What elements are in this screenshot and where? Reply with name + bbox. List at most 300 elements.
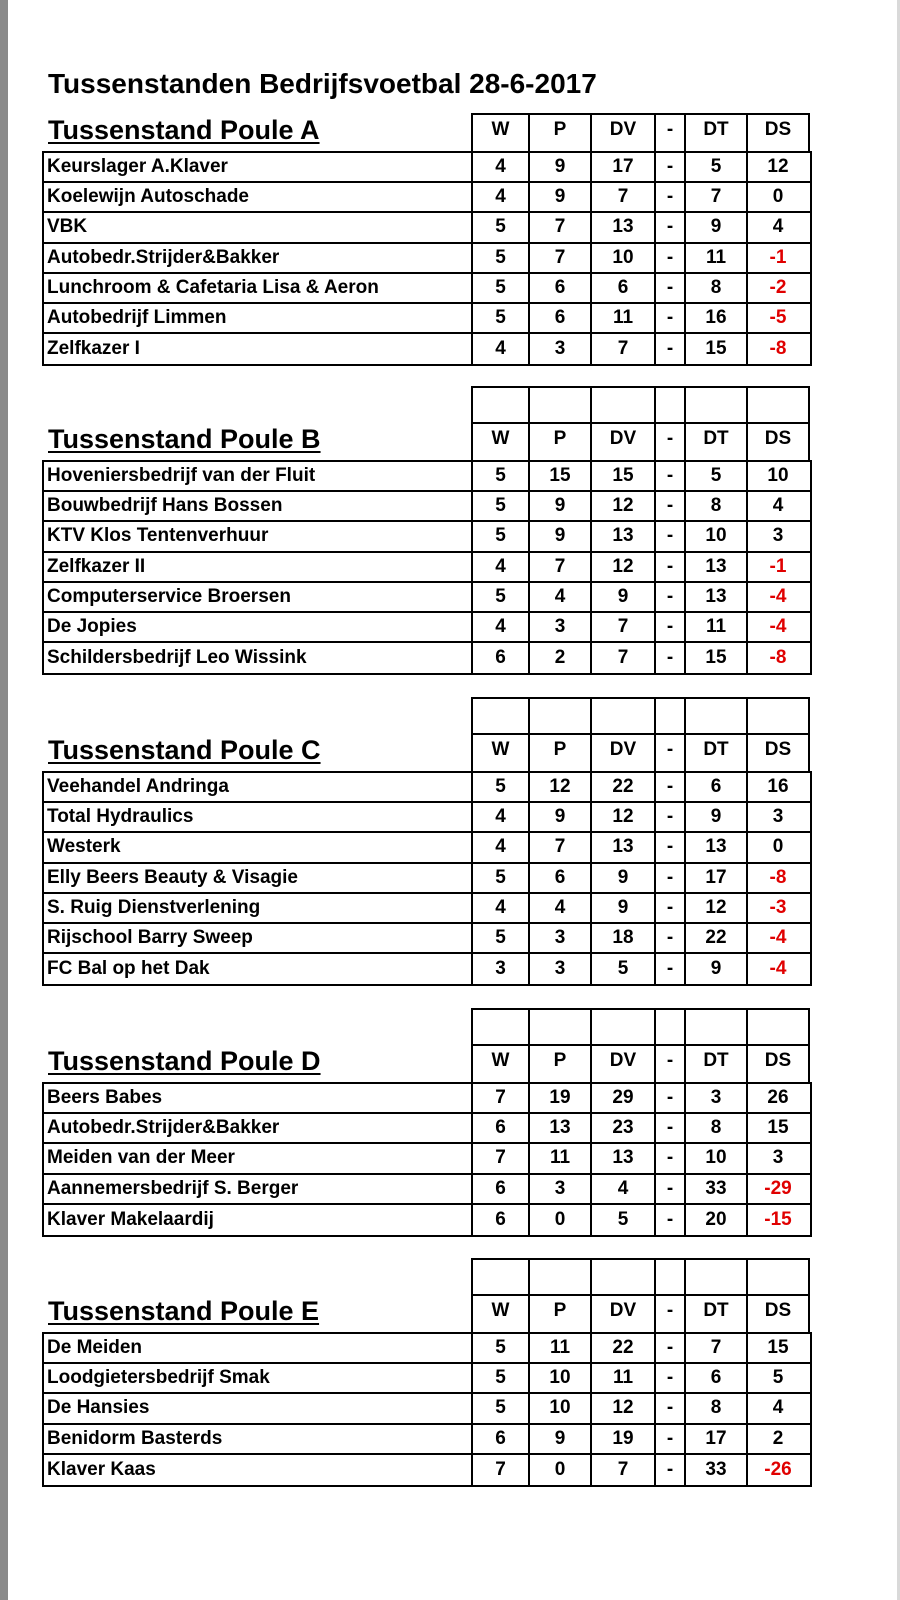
poule-title: Tussenstand Poule A [48,115,320,145]
cell-dash: - [656,1114,686,1142]
header-w: W [473,115,530,153]
table-row [44,183,810,213]
header-dash: - [656,1046,686,1084]
table-row [44,583,810,613]
empty-cell [530,1010,592,1044]
empty-cell [473,1260,530,1294]
empty-cell [473,699,530,733]
header-ds: DS [764,428,792,449]
cell-p: 3 [530,334,592,364]
cell-dash: - [656,643,686,673]
table-row [44,1394,810,1424]
header-w: W [473,735,530,773]
table-row [44,304,810,334]
standings-table [42,1082,812,1237]
team-name: Autobedrijf Limmen [44,304,473,332]
cell-dt: 7 [686,1334,748,1362]
cell-p: 4 [530,894,592,922]
cell-w: 5 [473,773,530,801]
cell-dv: 13 [592,833,656,861]
cell-p: 6 [530,864,592,892]
cell-w: 4 [473,553,530,581]
column-header-row [471,1294,810,1334]
cell-w: 5 [473,492,530,520]
cell-p: 7 [530,213,592,241]
cell-p: 9 [530,492,592,520]
team-name: Aannemersbedrijf S. Berger [44,1175,473,1203]
cell-ds: -15 [764,1208,792,1230]
cell-dash: - [656,274,686,302]
team-name: Zelfkazer II [44,553,473,581]
standings-table [42,1332,812,1487]
cell-dash: - [656,334,686,364]
empty-cell [592,1010,656,1044]
cell-dash: - [656,1175,686,1203]
cell-dash: - [656,1394,686,1422]
cell-w: 6 [473,1175,530,1203]
table-row [44,1084,810,1114]
team-name: Westerk [44,833,473,861]
team-name: Koelewijn Autoschade [44,183,473,211]
cell-ds: 5 [772,1367,784,1389]
cell-dv: 13 [592,522,656,550]
empty-cell [748,699,808,733]
header-dt: DT [686,424,748,462]
cell-dash: - [656,833,686,861]
cell-w: 4 [473,894,530,922]
header-w: W [473,1296,530,1334]
cell-ds: 3 [772,806,784,828]
cell-dv: 5 [592,954,656,984]
cell-dash: - [656,1144,686,1172]
table-row [44,1425,810,1455]
cell-p: 3 [530,954,592,984]
cell-dt: 8 [686,1394,748,1422]
cell-dt: 33 [686,1455,748,1485]
table-row [44,522,810,552]
empty-cell [656,1260,686,1294]
header-dv: DV [592,1296,656,1334]
cell-dash: - [656,244,686,272]
standings-table [42,771,812,986]
team-name: De Meiden [44,1334,473,1362]
cell-dt: 8 [686,492,748,520]
cell-ds: 15 [767,1337,789,1359]
header-dt: DT [686,115,748,153]
header-dv: DV [592,1046,656,1084]
cell-dash: - [656,213,686,241]
empty-header-row [471,697,810,735]
header-p: P [530,1046,592,1084]
team-name: KTV Klos Tentenverhuur [44,522,473,550]
cell-ds: 26 [767,1087,789,1109]
cell-w: 4 [473,833,530,861]
cell-w: 4 [473,183,530,211]
cell-ds: 12 [767,156,789,178]
team-name: De Hansies [44,1394,473,1422]
empty-cell [748,388,808,422]
cell-dt: 20 [686,1205,748,1235]
cell-w: 5 [473,1364,530,1392]
cell-dv: 9 [592,583,656,611]
cell-dt: 8 [686,274,748,302]
cell-dv: 22 [592,773,656,801]
cell-dt: 8 [686,1114,748,1142]
cell-dt: 13 [686,583,748,611]
cell-dv: 5 [592,1205,656,1235]
cell-dt: 17 [686,864,748,892]
cell-p: 9 [530,803,592,831]
header-dash: - [656,735,686,773]
table-row [44,244,810,274]
cell-dv: 29 [592,1084,656,1112]
cell-w: 5 [473,583,530,611]
cell-p: 11 [530,1334,592,1362]
cell-p: 10 [530,1394,592,1422]
cell-p: 3 [530,924,592,952]
cell-p: 6 [530,274,592,302]
header-p: P [530,115,592,153]
cell-dv: 11 [592,1364,656,1392]
cell-dt: 5 [686,153,748,181]
cell-dv: 4 [592,1175,656,1203]
cell-dash: - [656,894,686,922]
team-name: Veehandel Andringa [44,773,473,801]
cell-p: 7 [530,833,592,861]
cell-w: 5 [473,244,530,272]
header-dash: - [656,1296,686,1334]
cell-ds: -3 [769,896,787,918]
cell-dash: - [656,153,686,181]
table-row [44,553,810,583]
cell-ds: 16 [767,776,789,798]
poule-title: Tussenstand Poule E [48,1296,320,1326]
cell-w: 6 [473,643,530,673]
cell-dash: - [656,954,686,984]
column-header-row [471,422,810,462]
team-name: Total Hydraulics [44,803,473,831]
team-name: Klaver Makelaardij [44,1205,473,1235]
header-ds: DS [764,119,792,140]
cell-dt: 33 [686,1175,748,1203]
cell-w: 6 [473,1114,530,1142]
cell-dash: - [656,583,686,611]
table-row [44,833,810,863]
cell-p: 0 [530,1455,592,1485]
cell-dv: 9 [592,864,656,892]
team-name: Meiden van der Meer [44,1144,473,1172]
cell-dt: 16 [686,304,748,332]
cell-dt: 9 [686,803,748,831]
cell-ds: -8 [769,866,787,888]
cell-dt: 10 [686,1144,748,1172]
cell-p: 3 [530,613,592,641]
cell-dv: 15 [592,462,656,490]
cell-p: 3 [530,1175,592,1203]
cell-ds: 3 [772,1147,784,1169]
empty-cell [686,388,748,422]
table-row [44,894,810,924]
header-p: P [530,1296,592,1334]
cell-ds: -5 [769,307,787,329]
team-name: Bouwbedrijf Hans Bossen [44,492,473,520]
cell-dv: 12 [592,492,656,520]
team-name: VBK [44,213,473,241]
cell-dt: 6 [686,773,748,801]
cell-w: 5 [473,1394,530,1422]
cell-w: 7 [473,1455,530,1485]
cell-dash: - [656,864,686,892]
column-header-row [471,733,810,773]
cell-dv: 10 [592,244,656,272]
table-row [44,334,810,364]
cell-dash: - [656,773,686,801]
standings-table [42,460,812,675]
cell-dt: 10 [686,522,748,550]
cell-dv: 7 [592,1455,656,1485]
cell-w: 5 [473,274,530,302]
header-ds: DS [764,1300,792,1321]
table-row [44,773,810,803]
poule-title: Tussenstand Poule D [48,1046,321,1076]
empty-cell [748,1260,808,1294]
cell-dv: 11 [592,304,656,332]
cell-dash: - [656,183,686,211]
empty-cell [592,699,656,733]
team-name: Hoveniersbedrijf van der Fluit [44,462,473,490]
team-name: Autobedr.Strijder&Bakker [44,244,473,272]
cell-p: 0 [530,1205,592,1235]
cell-dv: 22 [592,1334,656,1362]
team-name: FC Bal op het Dak [44,954,473,984]
empty-header-row [471,1008,810,1046]
cell-w: 6 [473,1205,530,1235]
cell-dt: 13 [686,553,748,581]
header-dv: DV [592,115,656,153]
cell-dash: - [656,304,686,332]
cell-dash: - [656,1205,686,1235]
cell-p: 4 [530,583,592,611]
cell-dt: 17 [686,1425,748,1453]
cell-p: 9 [530,153,592,181]
table-row [44,643,810,673]
cell-w: 4 [473,803,530,831]
table-row [44,803,810,833]
team-name: Autobedr.Strijder&Bakker [44,1114,473,1142]
empty-cell [656,388,686,422]
cell-dash: - [656,1425,686,1453]
header-ds: DS [764,739,792,760]
cell-ds: 3 [772,525,784,547]
cell-ds: -8 [769,647,787,669]
cell-ds: -1 [769,555,787,577]
cell-dash: - [656,924,686,952]
header-w: W [473,424,530,462]
cell-p: 9 [530,183,592,211]
cell-dash: - [656,803,686,831]
table-row [44,1334,810,1364]
cell-dv: 13 [592,213,656,241]
cell-ds: -4 [769,616,787,638]
cell-dv: 7 [592,613,656,641]
cell-dv: 12 [592,553,656,581]
cell-w: 6 [473,1425,530,1453]
cell-w: 7 [473,1144,530,1172]
cell-dt: 9 [686,213,748,241]
empty-cell [686,1010,748,1044]
cell-p: 2 [530,643,592,673]
team-name: Klaver Kaas [44,1455,473,1485]
cell-w: 3 [473,954,530,984]
table-row [44,1205,810,1235]
header-p: P [530,735,592,773]
table-row [44,924,810,954]
cell-ds: 15 [767,1117,789,1139]
table-row [44,1175,810,1205]
cell-p: 9 [530,522,592,550]
left-edge-bar [0,0,8,1600]
empty-cell [530,1260,592,1294]
cell-dt: 12 [686,894,748,922]
cell-dash: - [656,462,686,490]
cell-w: 5 [473,462,530,490]
table-row [44,492,810,522]
poule-title: Tussenstand Poule C [48,735,321,765]
header-ds: DS [764,1050,792,1071]
header-p: P [530,424,592,462]
cell-dt: 9 [686,954,748,984]
poule-title: Tussenstand Poule B [48,424,321,454]
table-row [44,462,810,492]
cell-dt: 7 [686,183,748,211]
cell-p: 6 [530,304,592,332]
team-name: Zelfkazer I [44,334,473,364]
cell-ds: -1 [769,246,787,268]
table-row [44,1144,810,1174]
cell-dv: 12 [592,803,656,831]
cell-dt: 6 [686,1364,748,1392]
cell-dv: 7 [592,183,656,211]
team-name: Schildersbedrijf Leo Wissink [44,643,473,673]
cell-w: 5 [473,1334,530,1362]
cell-w: 4 [473,153,530,181]
header-dash: - [656,424,686,462]
column-header-row [471,1044,810,1084]
page-title: Tussenstanden Bedrijfsvoetbal 28-6-2017 [48,68,597,99]
cell-p: 12 [530,773,592,801]
cell-dash: - [656,522,686,550]
empty-cell [686,699,748,733]
cell-dv: 23 [592,1114,656,1142]
standings-table [42,151,812,366]
cell-ds: 4 [772,1397,784,1419]
cell-ds: -4 [769,585,787,607]
cell-ds: -29 [764,1177,792,1199]
team-name: Keurslager A.Klaver [44,153,473,181]
cell-dash: - [656,1084,686,1112]
cell-p: 7 [530,553,592,581]
team-name: De Jopies [44,613,473,641]
cell-dv: 19 [592,1425,656,1453]
team-name: Elly Beers Beauty & Visagie [44,864,473,892]
cell-p: 7 [530,244,592,272]
cell-ds: 2 [772,1427,784,1449]
cell-dt: 11 [686,613,748,641]
empty-cell [656,1010,686,1044]
header-dt: DT [686,1046,748,1084]
team-name: Lunchroom & Cafetaria Lisa & Aeron [44,274,473,302]
cell-p: 10 [530,1364,592,1392]
cell-p: 11 [530,1144,592,1172]
team-name: Benidorm Basterds [44,1425,473,1453]
cell-dv: 7 [592,334,656,364]
cell-dash: - [656,1455,686,1485]
cell-dv: 9 [592,894,656,922]
cell-dash: - [656,1364,686,1392]
cell-dv: 18 [592,924,656,952]
cell-dv: 13 [592,1144,656,1172]
team-name: Beers Babes [44,1084,473,1112]
cell-dv: 7 [592,643,656,673]
header-w: W [473,1046,530,1084]
header-dash: - [656,115,686,153]
table-row [44,213,810,243]
cell-ds: -26 [764,1458,792,1480]
cell-w: 5 [473,304,530,332]
cell-dash: - [656,613,686,641]
empty-cell [686,1260,748,1294]
cell-dash: - [656,492,686,520]
cell-p: 9 [530,1425,592,1453]
empty-cell [473,1010,530,1044]
empty-cell [592,1260,656,1294]
empty-cell [656,699,686,733]
cell-dt: 11 [686,244,748,272]
cell-w: 5 [473,522,530,550]
cell-p: 13 [530,1114,592,1142]
header-dv: DV [592,735,656,773]
team-name: Loodgietersbedrijf Smak [44,1364,473,1392]
cell-w: 4 [473,334,530,364]
cell-ds: 0 [772,186,784,208]
table-row [44,153,810,183]
cell-dv: 17 [592,153,656,181]
cell-dv: 12 [592,1394,656,1422]
empty-cell [473,388,530,422]
table-row [44,954,810,984]
empty-cell [748,1010,808,1044]
empty-header-row [471,386,810,424]
cell-p: 19 [530,1084,592,1112]
cell-dt: 15 [686,334,748,364]
cell-dv: 6 [592,274,656,302]
empty-cell [530,699,592,733]
team-name: Computerservice Broersen [44,583,473,611]
cell-w: 5 [473,864,530,892]
table-row [44,274,810,304]
cell-ds: -8 [769,338,787,360]
cell-ds: 0 [772,836,784,858]
cell-w: 5 [473,924,530,952]
team-name: Rijschool Barry Sweep [44,924,473,952]
table-row [44,613,810,643]
team-name: S. Ruig Dienstverlening [44,894,473,922]
column-header-row [471,113,810,153]
header-dt: DT [686,735,748,773]
table-row [44,864,810,894]
cell-ds: -2 [769,276,787,298]
cell-w: 5 [473,213,530,241]
